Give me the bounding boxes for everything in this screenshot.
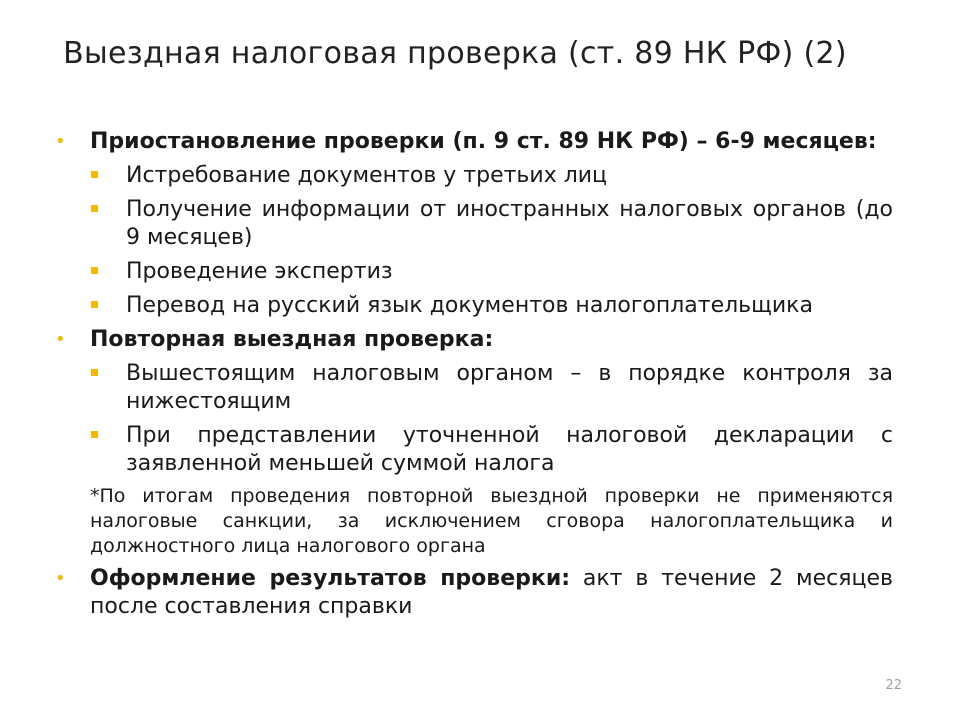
slide-content — [0, 128, 960, 627]
bullet-dot-icon: • — [55, 329, 66, 350]
slide-title: Выездная налоговая проверка (ст. 89 НК РФ) (2) — [63, 36, 847, 71]
sub-bullet-text: Истребование документов у третьих лиц — [126, 163, 608, 188]
sub-bullet — [0, 196, 960, 252]
sub-bullet-text: При представлении уточненной налоговой декларации с заявленной меньшей суммой налога — [126, 423, 893, 476]
square-bullet-icon — [91, 171, 98, 178]
sub-bullet — [0, 422, 960, 478]
square-bullet-icon — [91, 267, 98, 274]
bullet-suspension — [0, 128, 960, 156]
page-number: 22 — [885, 678, 902, 693]
sub-bullet-text: Перевод на русский язык документов налогоплательщика — [126, 293, 813, 318]
repeat-audit-heading: Повторная выездная проверка: — [90, 327, 494, 352]
sub-bullet-text: Получение информации от иностранных налоговых органов (до 9 месяцев) — [126, 197, 893, 250]
results-text: акт в течение 2 месяцев после составления справки — [90, 566, 893, 619]
bullet-repeat-audit — [0, 326, 960, 354]
square-bullet-icon — [91, 369, 98, 376]
square-bullet-icon — [91, 205, 98, 212]
square-bullet-icon — [91, 301, 98, 308]
suspension-heading: Приостановление проверки (п. 9 ст. 89 НК РФ) – 6-9 месяцев: — [90, 129, 877, 154]
sub-bullet-text: Вышестоящим налоговым органом – в порядке контроля за нижестоящим — [126, 361, 893, 414]
square-bullet-icon — [91, 431, 98, 438]
bullet-dot-icon: • — [55, 568, 66, 589]
results-heading: Оформление результатов проверки: — [90, 566, 571, 591]
repeat-audit-note: *По итогам проведения повторной выездной проверки не применяются налоговые санкции, за исключением сговора налогоплательщика и должностного лица налогового органа — [90, 485, 893, 557]
sub-bullet — [0, 258, 960, 286]
sub-bullet-text: Проведение экспертиз — [126, 259, 393, 284]
bullet-dot-icon: • — [55, 131, 66, 152]
sub-bullet — [0, 360, 960, 416]
sub-bullet — [0, 292, 960, 320]
sub-bullet — [0, 162, 960, 190]
bullet-results — [0, 565, 960, 621]
